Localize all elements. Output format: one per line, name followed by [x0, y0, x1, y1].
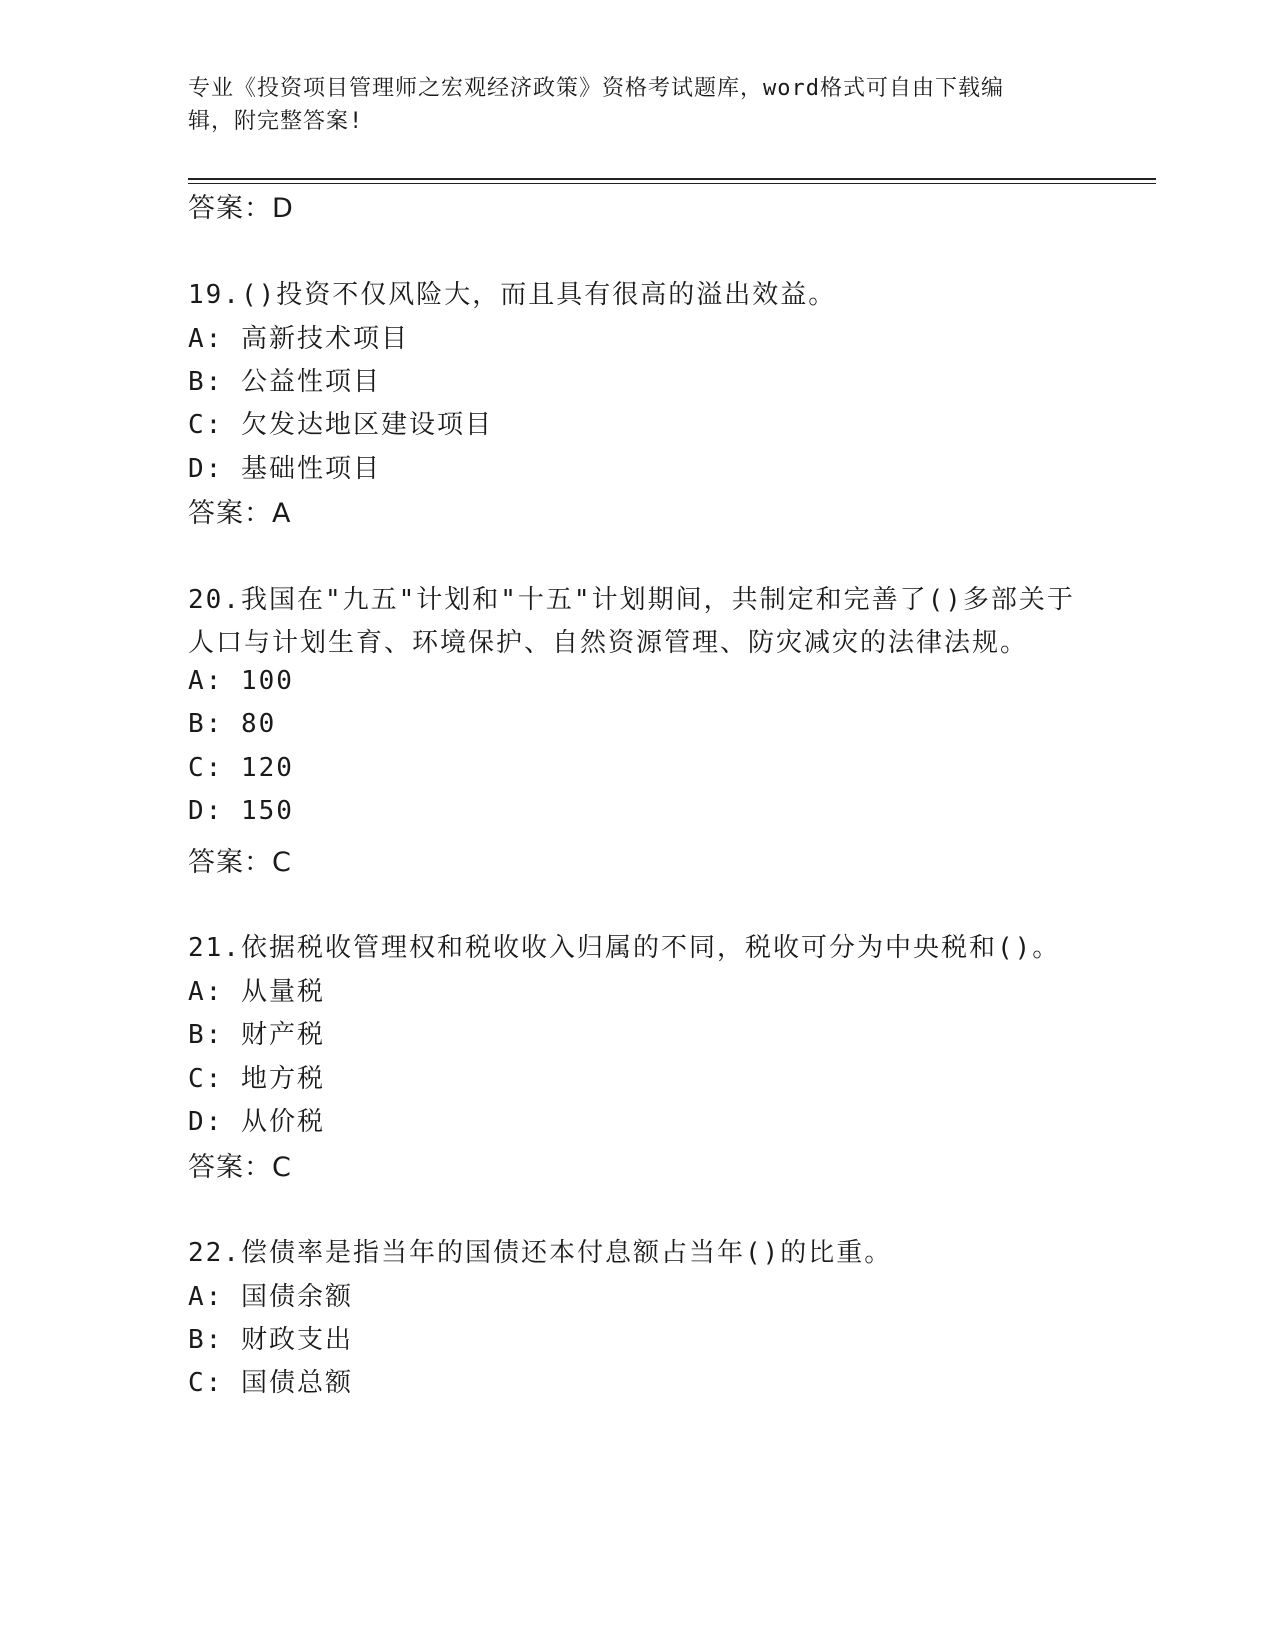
question-19-option-c: C: 欠发达地区建设项目: [188, 410, 493, 440]
question-22-stem: 22.偿债率是指当年的国债还本付息额占当年()的比重。: [188, 1238, 893, 1268]
question-20-option-b: B: 80: [188, 709, 277, 739]
question-20-stem-line-1: 20.我国在"九五"计划和"十五"计划期间，共制定和完善了()多部关于: [188, 585, 1075, 615]
question-21-option-b: B: 财产税: [188, 1020, 325, 1050]
question-22-option-b: B: 财政支出: [188, 1325, 353, 1355]
question-21-option-a: A: 从量税: [188, 977, 325, 1007]
question-20-option-a: A: 100: [188, 666, 294, 696]
question-19-stem: 19.()投资不仅风险大，而且具有很高的溢出效益。: [188, 280, 837, 310]
header-line-1: 专业《投资项目管理师之宏观经济政策》资格考试题库，word格式可自由下载编: [188, 76, 1004, 101]
question-19-option-b: B: 公益性项目: [188, 367, 381, 397]
answer-line: 答案：D: [188, 193, 294, 224]
question-20-option-c: C: 120: [188, 753, 294, 783]
question-22-option-c: C: 国债总额: [188, 1368, 353, 1398]
header-line-2: 辑，附完整答案!: [188, 109, 364, 134]
header-rule-thin: [188, 183, 1156, 184]
question-20-option-d: D: 150: [188, 796, 294, 826]
question-21-answer: 答案：C: [188, 1152, 292, 1183]
question-21-stem: 21.依据税收管理权和税收收入归属的不同，税收可分为中央税和()。: [188, 933, 1061, 963]
question-19-answer: 答案：A: [188, 498, 292, 529]
question-22-option-a: A: 国债余额: [188, 1282, 353, 1312]
question-20-stem-line-2: 人口与计划生育、环境保护、自然资源管理、防灾减灾的法律法规。: [188, 628, 1029, 658]
question-21-option-d: D: 从价税: [188, 1107, 325, 1137]
header-rule-thick: [188, 178, 1156, 180]
page-header: [188, 72, 1088, 138]
question-19-option-a: A: 高新技术项目: [188, 324, 409, 354]
question-20-answer: 答案：C: [188, 847, 292, 878]
question-21-option-c: C: 地方税: [188, 1064, 325, 1094]
question-19-option-d: D: 基础性项目: [188, 454, 381, 484]
